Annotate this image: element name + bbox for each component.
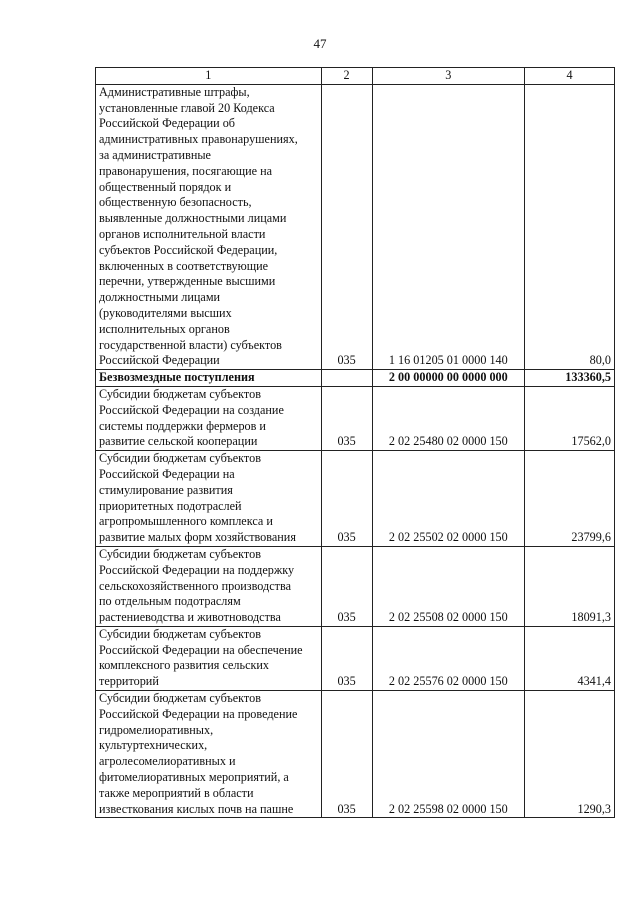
row-amount-cell: 17562,0 <box>525 386 615 450</box>
column-header-1: 1 <box>96 68 322 85</box>
table-header <box>96 68 615 85</box>
row-name-cell: Субсидии бюджетам субъектов Российской Федерации на проведение гидромелиоративных, культуртехнических, агролесомелиоративных и фитомелиоративных мероприятий, а также мероприятий в области известкования кислых почв на пашне <box>96 691 322 818</box>
page-number: 47 <box>313 36 327 51</box>
table-body <box>96 84 615 818</box>
column-header-2: 2 <box>321 68 372 85</box>
row-budget-code-cell: 2 02 25480 02 0000 150 <box>372 386 525 450</box>
table-row <box>96 370 615 387</box>
table-row <box>96 84 615 369</box>
row-budget-code-cell: 2 00 00000 00 0000 000 <box>372 370 525 387</box>
header-row <box>96 68 615 85</box>
row-admin-code-cell: 035 <box>321 626 372 690</box>
budget-revenue-table <box>95 67 615 818</box>
row-name-cell: Административные штрафы, установленные главой 20 Кодекса Российской Федерации об административных правонарушениях, за административные правонарушения, посягающие на общественный порядок и общественную безопасность, выявленные должностными лицами органов исполнительной власти субъектов Российской Федерации, включенных в соответствующие перечни, утвержденные высшими должностными лицами (руководителями высших исполнительных органов государственной власти) субъектов Российской Федерации <box>96 84 322 369</box>
row-name-cell: Субсидии бюджетам субъектов Российской Федерации на поддержку сельскохозяйственного производства по отдельным подотраслям растениеводства и животноводства <box>96 546 322 626</box>
row-admin-code-cell: 035 <box>321 84 372 369</box>
row-budget-code-cell: 2 02 25598 02 0000 150 <box>372 691 525 818</box>
row-admin-code-cell <box>321 370 372 387</box>
row-amount-cell: 18091,3 <box>525 546 615 626</box>
table-row <box>96 451 615 547</box>
column-header-4: 4 <box>525 68 615 85</box>
table-row <box>96 626 615 690</box>
row-budget-code-cell: 1 16 01205 01 0000 140 <box>372 84 525 369</box>
column-header-3: 3 <box>372 68 525 85</box>
row-amount-cell: 80,0 <box>525 84 615 369</box>
row-budget-code-cell: 2 02 25576 02 0000 150 <box>372 626 525 690</box>
table-row <box>96 691 615 818</box>
row-name-cell: Субсидии бюджетам субъектов Российской Федерации на обеспечение комплексного развития сельских территорий <box>96 626 322 690</box>
row-name-cell: Безвозмездные поступления <box>96 370 322 387</box>
row-amount-cell: 4341,4 <box>525 626 615 690</box>
row-admin-code-cell: 035 <box>321 386 372 450</box>
table-row <box>96 386 615 450</box>
row-amount-cell: 1290,3 <box>525 691 615 818</box>
row-admin-code-cell: 035 <box>321 691 372 818</box>
row-amount-cell: 133360,5 <box>525 370 615 387</box>
row-amount-cell: 23799,6 <box>525 451 615 547</box>
row-name-cell: Субсидии бюджетам субъектов Российской Федерации на создание системы поддержки фермеров и развитие сельской кооперации <box>96 386 322 450</box>
row-admin-code-cell: 035 <box>321 546 372 626</box>
row-name-cell: Субсидии бюджетам субъектов Российской Федерации на стимулирование развития приоритетных подотраслей агропромышленного комплекса и развитие малых форм хозяйствования <box>96 451 322 547</box>
row-admin-code-cell: 035 <box>321 451 372 547</box>
row-budget-code-cell: 2 02 25502 02 0000 150 <box>372 451 525 547</box>
table-row <box>96 546 615 626</box>
row-budget-code-cell: 2 02 25508 02 0000 150 <box>372 546 525 626</box>
